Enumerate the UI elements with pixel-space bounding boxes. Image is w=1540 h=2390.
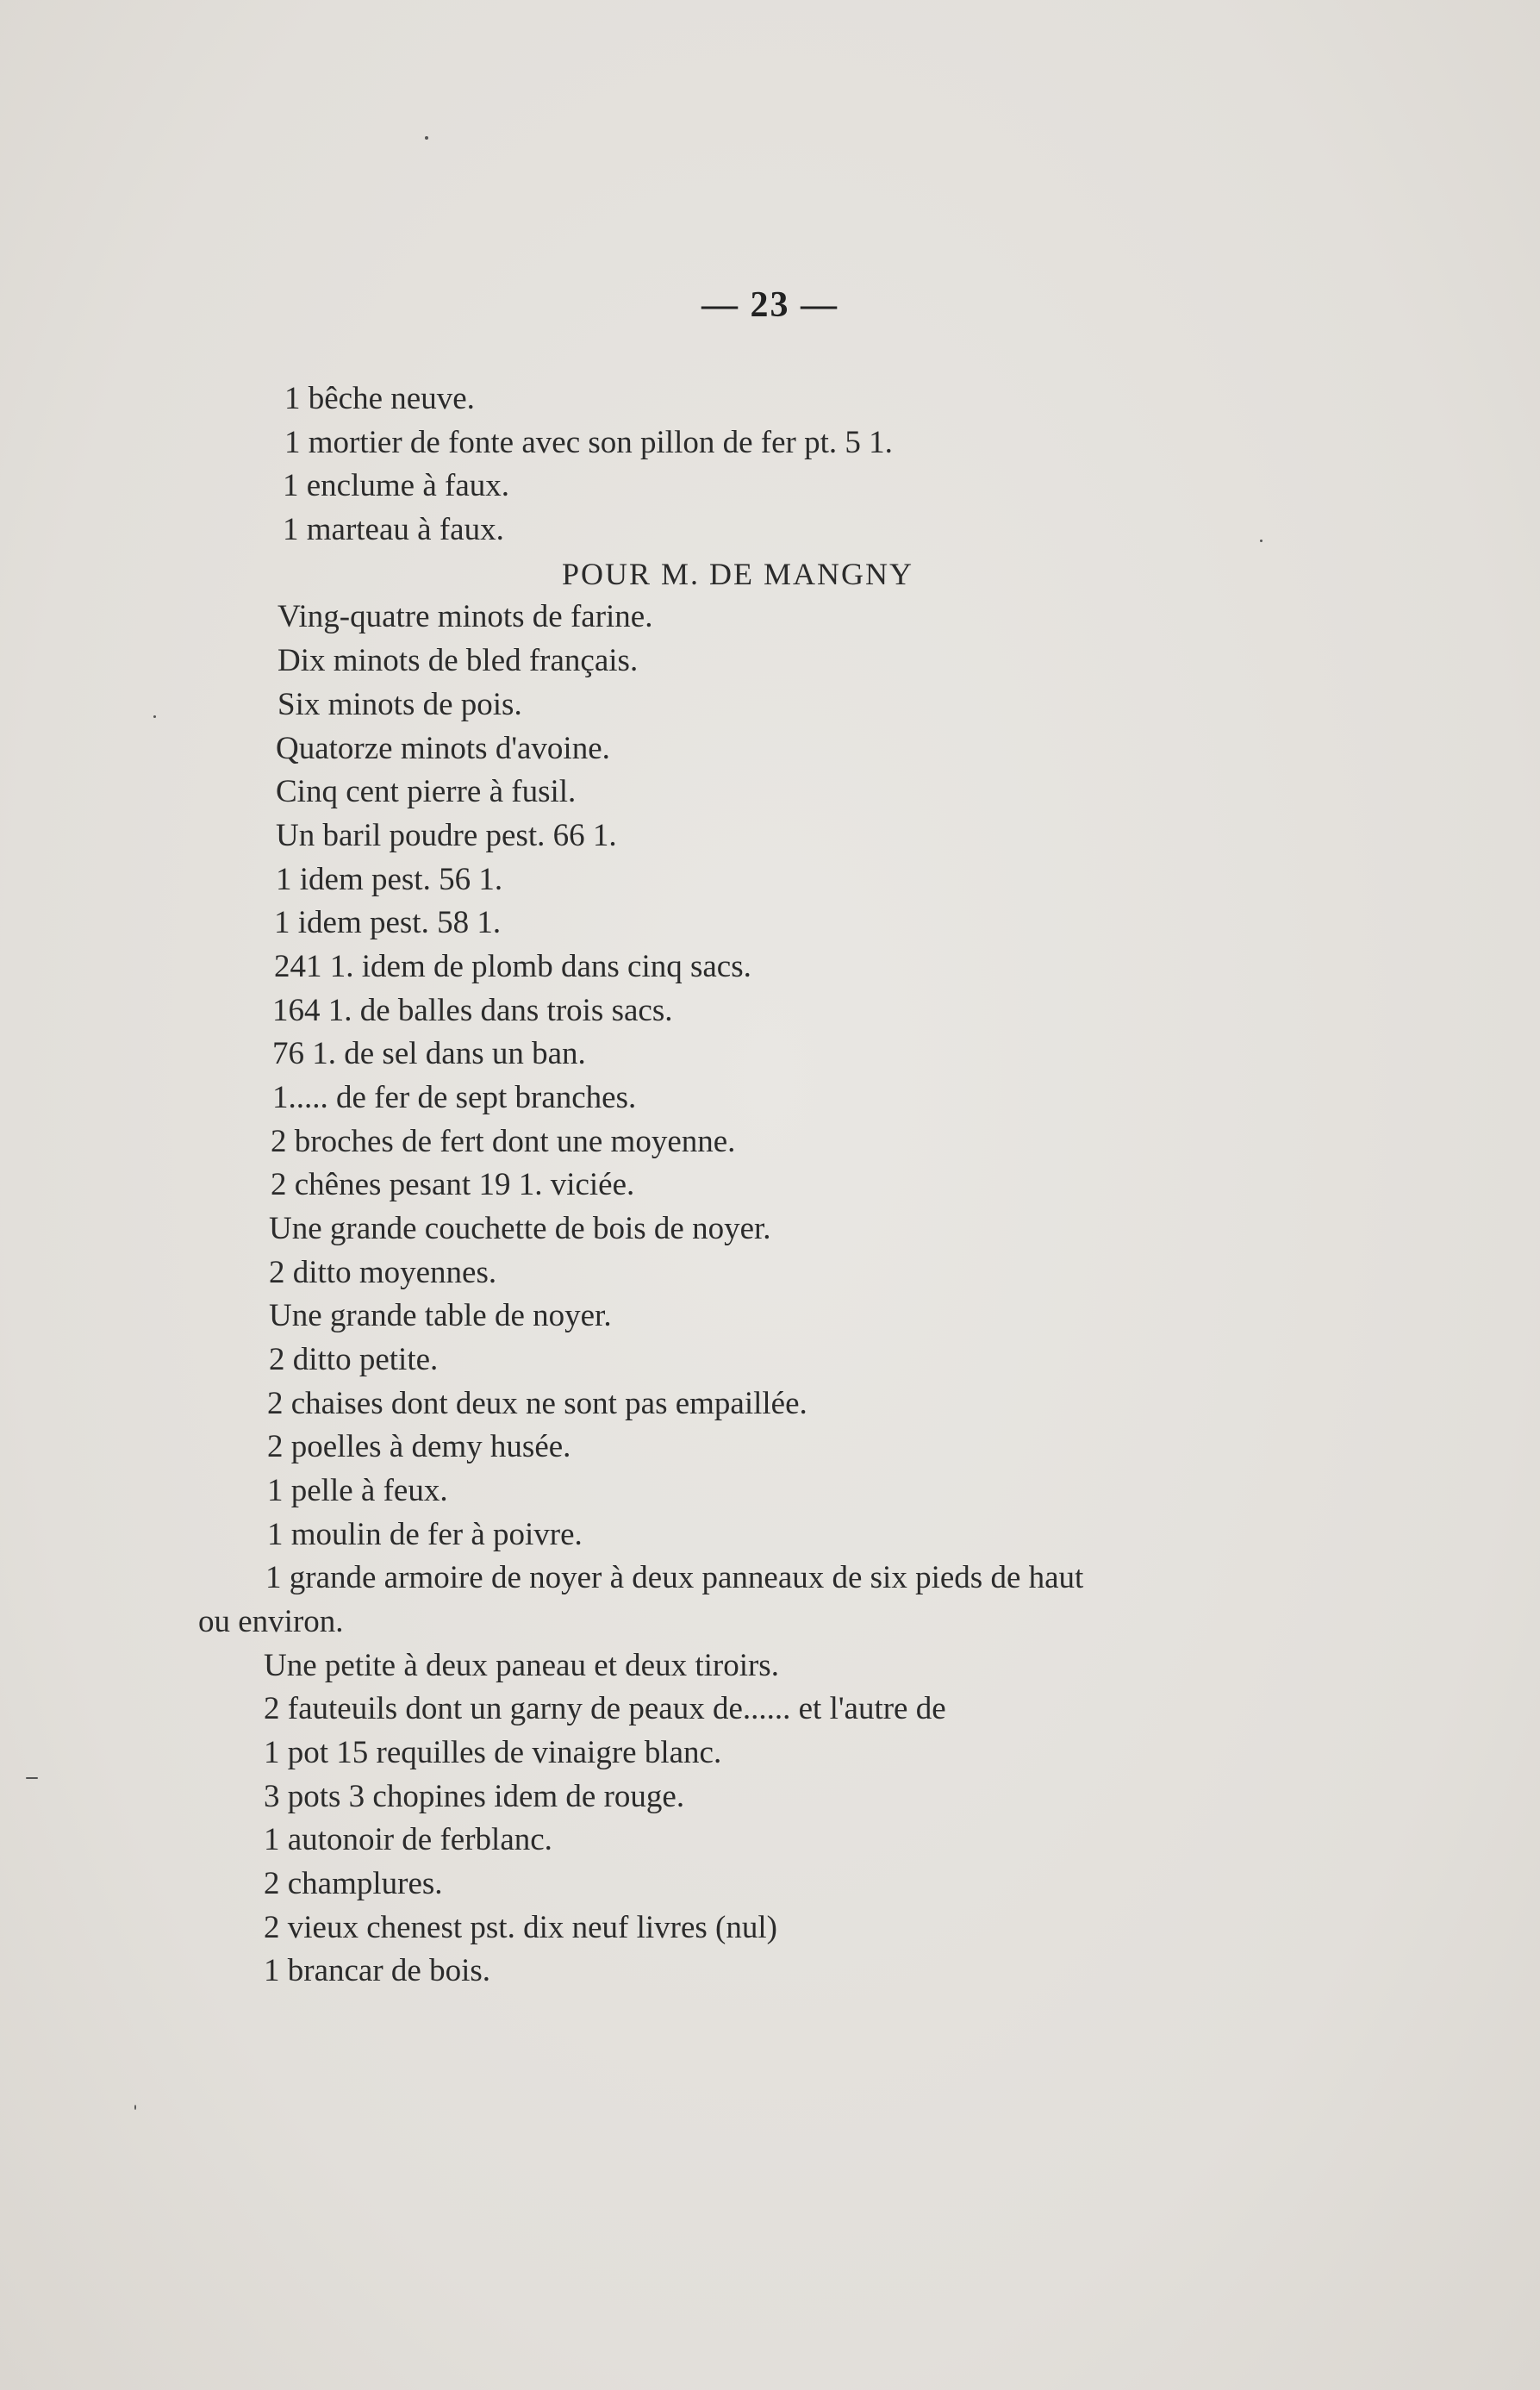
text-line: 1 marteau à faux.: [283, 512, 504, 547]
text-line: 1 pelle à feux.: [267, 1473, 448, 1508]
text-line: 2 broches de fert dont une moyenne.: [271, 1124, 736, 1159]
text-line: 2 fauteuils dont un garny de peaux de...... et l'autre de: [264, 1691, 946, 1726]
text-line: 1 autonoir de ferblanc.: [264, 1822, 552, 1857]
text-line: 241 1. idem de plomb dans cinq sacs.: [274, 949, 751, 984]
text-line: Une petite à deux paneau et deux tiroirs.: [264, 1648, 779, 1683]
text-line: Une grande couchette de bois de noyer.: [269, 1211, 771, 1246]
paper-speck: [153, 715, 156, 718]
text-line: 1 enclume à faux.: [283, 468, 509, 503]
text-line: 76 1. de sel dans un ban.: [272, 1036, 586, 1071]
paper-speck: [1260, 540, 1263, 542]
text-line: 1 mortier de fonte avec son pillon de fer pt. 5 1.: [284, 425, 893, 460]
text-line: Un baril poudre pest. 66 1.: [276, 818, 617, 853]
text-line: 2 chênes pesant 19 1. viciée.: [271, 1167, 635, 1202]
text-line: 1..... de fer de sept branches.: [272, 1080, 637, 1115]
text-line: Six minots de pois.: [277, 687, 522, 722]
text-line: Ving-quatre minots de farine.: [277, 599, 653, 634]
paper-speck: [425, 136, 428, 140]
paper-speck: [134, 2105, 136, 2110]
text-line: 164 1. de balles dans trois sacs.: [272, 993, 673, 1028]
text-line: 1 brancar de bois.: [264, 1953, 491, 1988]
text-body: [0, 379, 1540, 2034]
text-line: 2 vieux chenest pst. dix neuf livres (nul): [264, 1910, 777, 1945]
text-line: 2 champlures.: [264, 1866, 443, 1901]
text-line: 1 idem pest. 58 1.: [274, 905, 502, 940]
text-line: 1 idem pest. 56 1.: [276, 862, 503, 897]
text-line: 1 moulin de fer à poivre.: [267, 1517, 583, 1552]
section-heading: POUR M. DE MANGNY: [562, 557, 914, 591]
text-line: 1 pot 15 requilles de vinaigre blanc.: [264, 1735, 722, 1770]
text-line: 1 grande armoire de noyer à deux panneaux de six pieds de haut: [265, 1560, 1084, 1595]
text-line: 1 bêche neuve.: [284, 381, 475, 416]
text-line: Une grande table de noyer.: [269, 1298, 612, 1333]
page-number: — 23 —: [701, 285, 839, 325]
text-line: 2 chaises dont deux ne sont pas empaillée.: [267, 1386, 807, 1421]
text-line: 3 pots 3 chopines idem de rouge.: [264, 1779, 685, 1814]
text-line: 2 poelles à demy husée.: [267, 1429, 571, 1464]
text-line: 2 ditto moyennes.: [269, 1255, 497, 1290]
text-line: 2 ditto petite.: [269, 1342, 439, 1377]
text-line: Dix minots de bled français.: [277, 643, 639, 678]
text-line: Cinq cent pierre à fusil.: [276, 774, 577, 809]
paper-speck: [26, 1777, 38, 1779]
text-line: Quatorze minots d'avoine.: [276, 731, 610, 766]
text-line: ou environ.: [198, 1604, 344, 1639]
